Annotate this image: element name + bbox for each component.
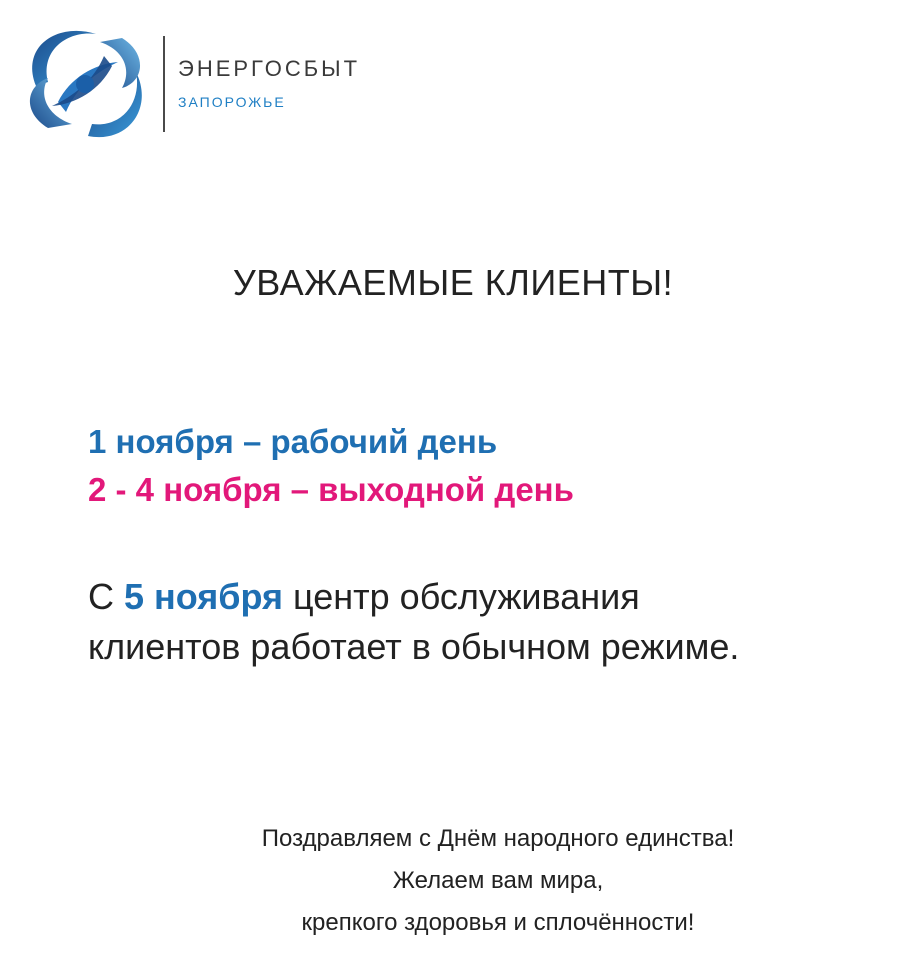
service-center-notice: [88, 572, 739, 672]
congratulations: [0, 818, 906, 944]
company-name: ЭНЕРГОСБЫТ: [178, 56, 361, 81]
congrats-line-1: Поздравляем с Днём народного единства!: [261, 825, 735, 852]
notice-line-2: клиентов работает в обычном режиме.: [88, 626, 740, 667]
notice-line-1-rest: центр обслуживания: [283, 576, 640, 617]
notice-line-1: [88, 572, 739, 622]
company-region: ЗАПОРОЖЬЕ: [178, 94, 286, 110]
greeting-heading: УВАЖАЕМЫЕ КЛИЕНТЫ!: [232, 262, 674, 303]
company-logo: [18, 14, 378, 154]
holiday-schedule: [88, 418, 574, 514]
congrats-line-3: крепкого здоровья и сплочённости!: [301, 909, 695, 936]
notice-prefix: С: [88, 576, 124, 617]
congrats-line-2: Желаем вам мира,: [392, 867, 604, 894]
notice-date-highlight: 5 ноября: [124, 576, 284, 617]
logo-divider: [163, 36, 165, 132]
energosbyt-logo-icon: [18, 16, 153, 151]
working-day-line: 1 ноября – рабочий день: [88, 423, 498, 460]
days-off-line: 2 - 4 ноября – выходной день: [88, 471, 574, 508]
